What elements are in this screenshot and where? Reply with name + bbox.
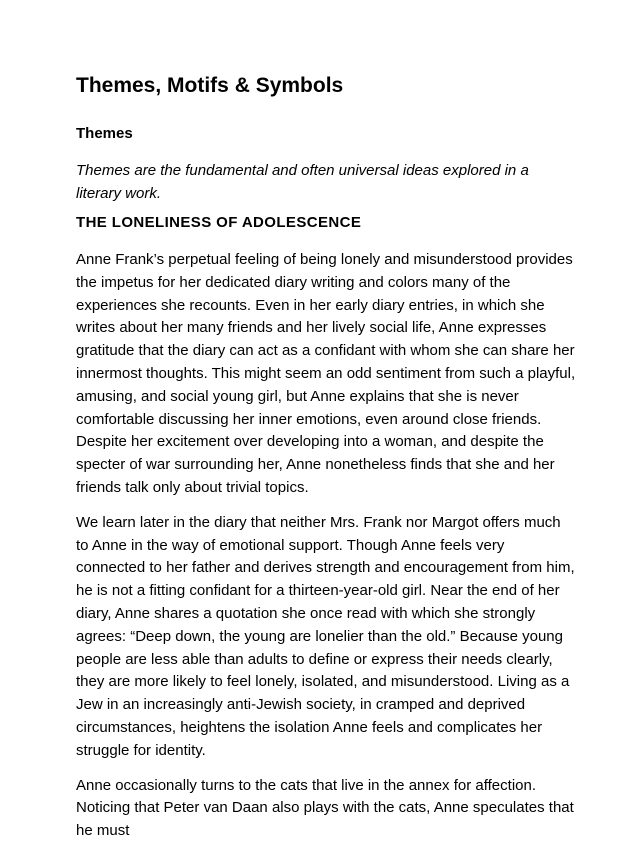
document-page: [76, 73, 576, 843]
page-title: Themes, Motifs & Symbols: [76, 74, 344, 97]
theme-heading: THE LONELINESS OF ADOLESCENCE: [76, 214, 362, 231]
themes-intro: Themes are the fundamental and often universal ideas explored in a literary work.: [76, 162, 529, 202]
paragraph: Anne Frank’s perpetual feeling of being lonely and misunderstood provides the impetus for her dedicated diary writing and colors many of the experiences she recounts. Even in her early diary entries, in which she writes about her many friends and her lively social life, Anne expresses gratitude that the diary can act as a confidant with whom she can share her innermost thoughts. This might seem an odd sentiment from such a playful, amusing, and social young girl, but Anne explains that she is never comfortable discussing her inner emotions, even around close friends. Despite her excitement over developing into a woman, and despite the specter of war surrounding her, Anne nonetheless finds that she and her friends talk only about trivial topics.: [76, 251, 576, 496]
section-heading-themes: Themes: [76, 125, 133, 142]
paragraph: We learn later in the diary that neither Mrs. Frank nor Margot offers much to Anne in the way of emotional support. Though Anne feels very connected to her father and derives strength and encouragement from him, he is not a fitting confidant for a thirteen-year-old girl. Near the end of her diary, Anne shares a quotation she once read with which she strongly agrees: “Deep down, the young are lonelier than the old.” Because young people are less able than adults to define or express their needs clearly, they are more likely to feel lonely, isolated, and misunderstood. Living as a Jew in an increasingly anti-Jewish society, in cramped and deprived circumstances, heightens the isolation Anne feels and complicates her struggle for identity.: [76, 513, 575, 759]
paragraph: Anne occasionally turns to the cats that live in the annex for affection. Noticing that Peter van Daan also plays with the cats, Anne speculates that he must: [76, 776, 574, 840]
